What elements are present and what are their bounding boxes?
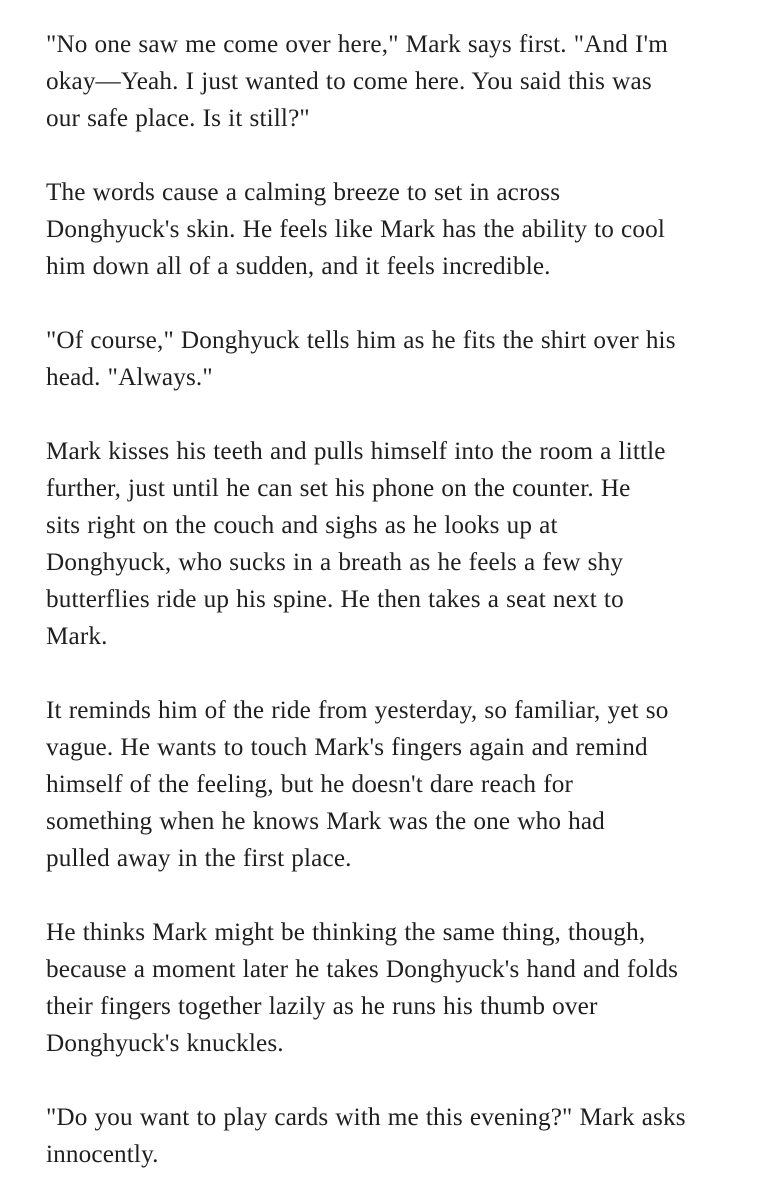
text-line: Donghyuck's skin. He feels like Mark has the ability to cool <box>46 216 666 243</box>
text-line: pulled away in the first place. <box>46 845 352 872</box>
text-line: our safe place. Is it still?" <box>46 105 310 132</box>
text-line: something when he knows Mark was the one who had <box>46 808 605 835</box>
story-text <box>46 26 736 1173</box>
text-line: "No one saw me come over here," Mark says first. "And I'm <box>46 31 668 58</box>
text-line: him down all of a sudden, and it feels incredible. <box>46 253 551 280</box>
text-line: because a moment later he takes Donghyuck's hand and folds <box>46 956 679 983</box>
paragraph <box>46 914 736 1062</box>
text-line: vague. He wants to touch Mark's fingers again and remind <box>46 734 648 761</box>
text-line: Donghyuck's knuckles. <box>46 1030 284 1057</box>
paragraph <box>46 322 736 396</box>
text-line: okay—Yeah. I just wanted to come here. You said this was <box>46 68 652 95</box>
text-line: Mark kisses his teeth and pulls himself into the room a little <box>46 438 666 465</box>
text-line: their fingers together lazily as he runs his thumb over <box>46 993 598 1020</box>
text-line: "Do you want to play cards with me this evening?" Mark asks <box>46 1104 686 1131</box>
text-line: Donghyuck, who sucks in a breath as he feels a few shy <box>46 549 624 576</box>
text-line: It reminds him of the ride from yesterday, so familiar, yet so <box>46 697 669 724</box>
text-line: head. "Always." <box>46 364 213 391</box>
text-line: "Of course," Donghyuck tells him as he fits the shirt over his <box>46 327 676 354</box>
paragraph <box>46 692 736 877</box>
paragraph <box>46 174 736 285</box>
paragraph <box>46 1099 736 1173</box>
text-line: further, just until he can set his phone on the counter. He <box>46 475 631 502</box>
text-line: He thinks Mark might be thinking the same thing, though, <box>46 919 646 946</box>
text-line: innocently. <box>46 1141 159 1168</box>
paragraph <box>46 433 736 655</box>
text-line: sits right on the couch and sighs as he looks up at <box>46 512 558 539</box>
paragraph <box>46 26 736 137</box>
text-line: himself of the feeling, but he doesn't dare reach for <box>46 771 574 798</box>
text-line: The words cause a calming breeze to set in across <box>46 179 561 206</box>
text-line: Mark. <box>46 623 108 650</box>
text-line: butterflies ride up his spine. He then takes a seat next to <box>46 586 624 613</box>
